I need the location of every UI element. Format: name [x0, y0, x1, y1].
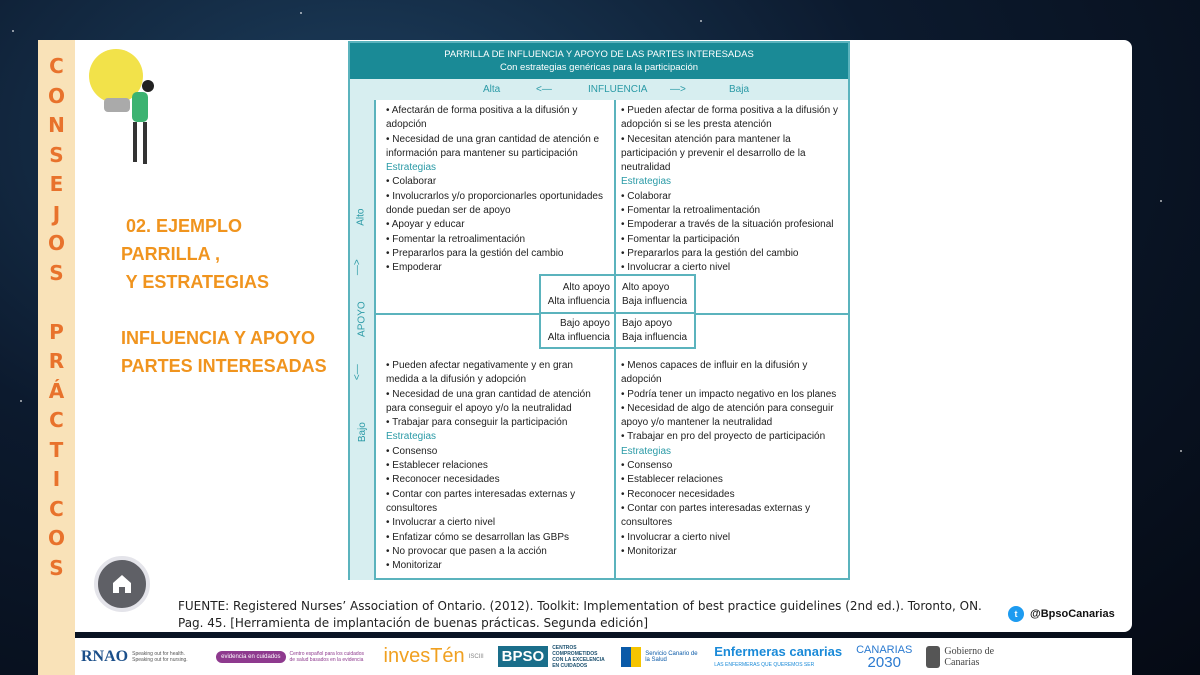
quadrant-bullet: • Menos capaces de influir en la difusión y adopción [621, 360, 808, 386]
investen-logo: invesTén ISCIII [383, 645, 484, 667]
strategies-heading: Estrategias [386, 162, 437, 174]
quadrant-low-support-high-influence [386, 359, 608, 573]
strategy-item: • Prepararlos para la gestión del cambio [386, 247, 564, 259]
strip-letter: I [52, 467, 61, 491]
axis-low: Bajo [356, 422, 368, 443]
strategy-item: • Contar con partes interesadas externas y consultores [386, 488, 576, 514]
home-button[interactable] [94, 556, 150, 612]
slide-subtitle-line: PARTES INTERESADAS [121, 356, 327, 376]
strip-letter: C [49, 54, 64, 78]
strategy-item: • Involucrar a cierto nivel [621, 262, 731, 274]
quadrant-bullet: • Afectarán de forma positiva a la difusión y adopción [386, 105, 578, 131]
strategy-item: • Prepararlos para la gestión del cambio [621, 247, 799, 259]
quadrant-bullet: • Trabajar en pro del proyecto de participación [621, 431, 826, 443]
lightbulb-person-illustration [88, 48, 163, 168]
enfermeras-canarias-logo: Enfermeras canarias LAS ENFERMERAS QUE QUEREMOS SER [714, 643, 843, 668]
quadrant-bullet: • Pueden afectar de forma positiva a la difusión y adopción si se les presta atención [621, 105, 838, 131]
quadrant-high-support-high-influence [386, 104, 608, 276]
strategy-item: • Establecer relaciones [386, 460, 488, 472]
quadrant-bullet: • Necesidad de una gran cantidad de atención para conseguir el apoyo y/o la neutralidad [386, 388, 591, 414]
strip-letter: O [47, 83, 65, 108]
arrow-up-icon: —> [351, 259, 363, 276]
strip-letter: S [49, 142, 64, 167]
slide-title-line: 02. EJEMPLO [126, 216, 243, 236]
source-citation [178, 598, 982, 632]
center-label: Bajo apoyo [559, 318, 610, 329]
strategy-item: • Enfatizar cómo se desarrollan las GBPs [386, 531, 570, 543]
twitter-handle[interactable] [1008, 606, 1115, 622]
strategy-item: • Colaborar [386, 176, 437, 188]
strategy-item: • Monitorizar [621, 545, 677, 557]
strip-letter: C [49, 408, 64, 432]
strategy-item: • Empoderar a través de la situación profesional [621, 219, 834, 231]
quadrant-bullet: • Trabajar para conseguir la participación [386, 417, 568, 429]
strip-letter: T [49, 437, 64, 462]
strategy-item: • Involucrar a cierto nivel [621, 531, 731, 543]
axis-label: INFLUENCIA [588, 84, 648, 95]
arrow-left-icon: <— [536, 84, 552, 95]
strategy-item: • Monitorizar [386, 560, 442, 572]
star [700, 20, 702, 22]
grid-title: PARRILLA DE INFLUENCIA Y APOYO DE LAS PARTES INTERESADAS [444, 49, 754, 60]
star [20, 400, 22, 402]
strategy-item: • Involucrarlos y/o proporcionarles oportunidades donde puedan ser de apoyo [386, 190, 603, 217]
evidencia-logo: evidencia en cuidados Centro español para los cuidados de salud basados en la evidencia [216, 651, 369, 663]
strip-letter: O [47, 526, 65, 550]
strip-letter: O [47, 231, 65, 255]
home-icon [111, 573, 133, 595]
slide-title-line: Y ESTRATEGIAS [121, 272, 270, 292]
center-label: Alto apoyo [622, 282, 670, 293]
strip-letter: Á [48, 378, 65, 403]
strategy-item: • Contar con partes interesadas externas y consultores [621, 502, 811, 529]
strip-letter: C [49, 496, 64, 521]
strategies-heading: Estrategias [621, 445, 672, 457]
center-legend-box [539, 274, 696, 349]
strategy-item: • Colaborar [621, 190, 672, 202]
strategy-item: • Empoderar [386, 262, 442, 274]
arrow-right-icon: —> [670, 84, 686, 95]
canarias-2030-logo: CANARIAS 2030 [856, 643, 913, 671]
vertical-title-strip [38, 40, 75, 675]
center-label: Bajo apoyo [622, 318, 673, 329]
center-label: Alto apoyo [562, 282, 610, 293]
strip-letter: S [49, 555, 64, 580]
slide-subtitle-line: INFLUENCIA Y APOYO [121, 328, 316, 348]
strategies-heading: Estrategias [621, 176, 672, 188]
strip-letter: N [48, 113, 65, 137]
star [1180, 450, 1182, 452]
quadrant-bullet: • Podría tener un impacto negativo en los planes [621, 388, 837, 400]
strategy-item: • Fomentar la participación [621, 233, 740, 245]
bpso-logo: BPSO CENTROS COMPROMETIDOS CON LA EXCELENCIA EN CUIDADOS [498, 645, 608, 669]
rnao-logo: RNAO Speaking out for health. Speaking out for nursing. [81, 647, 188, 665]
strategy-item: • Consenso [386, 445, 438, 457]
strategy-item: • Reconocer necesidades [386, 474, 500, 486]
influence-axis [350, 79, 848, 100]
axis-high: Alto [355, 208, 367, 226]
strategy-item: • No provocar que pasen a la acción [386, 545, 547, 557]
partner-logos-bar [75, 638, 1132, 675]
axis-high: Alta [483, 84, 501, 95]
strategy-item: • Fomentar la retroalimentación [386, 233, 526, 245]
slide-title-line: PARRILLA , [121, 244, 220, 264]
grid-subtitle: Con estrategias genéricas para la participación [499, 62, 699, 73]
strategy-item: • Apoyar y educar [386, 219, 465, 231]
quadrant-bullet: • Pueden afectar negativamente y en gran medida a la difusión y adopción [386, 360, 573, 386]
strip-letter: J [52, 201, 61, 226]
axis-low: Baja [729, 84, 750, 95]
strip-letter: E [49, 172, 64, 196]
strip-letter: P [49, 319, 64, 344]
strategy-item: • Establecer relaciones [621, 474, 723, 486]
source-line: Pag. 45. [Herramienta de implantación de buenas prácticas. Segunda edición] [178, 616, 649, 630]
star [12, 30, 14, 32]
strategy-item: • Consenso [621, 460, 673, 472]
strategy-item: • Reconocer necesidades [621, 488, 735, 500]
quadrant-high-support-low-influence [621, 104, 847, 276]
center-label: Baja influencia [622, 296, 688, 307]
source-line: FUENTE: Registered Nurses’ Association of Ontario. (2012). Toolkit: Implementation of best practice guidelines (2nd ed.). Toronto, ON. [178, 599, 982, 613]
twitter-label: @BpsoCanarias [1030, 608, 1115, 620]
scs-logo: Servicio Canario de la Salud [621, 647, 700, 667]
influence-support-grid [348, 41, 850, 580]
strategies-heading: Estrategias [386, 431, 437, 443]
strategy-item: • Fomentar la retroalimentación [621, 205, 761, 217]
grid-header [350, 43, 848, 79]
center-label: Alta influencia [547, 296, 610, 307]
star [1160, 200, 1162, 202]
strip-letter: R [48, 349, 65, 373]
axis-label: APOYO [356, 301, 368, 337]
star [300, 12, 302, 14]
strategy-item: • Involucrar a cierto nivel [386, 517, 496, 529]
quadrant-low-support-low-influence [621, 359, 847, 559]
quadrant-bullet: • Necesidad de algo de atención para conseguir apoyo y/o mantener la neutralidad [621, 402, 834, 429]
quadrant-bullet: • Necesitan atención para mantener la participación y prevenir el desarrollo de la neutralidad [621, 133, 806, 174]
center-label: Alta influencia [547, 332, 610, 343]
twitter-icon: t [1008, 606, 1024, 622]
support-axis [350, 100, 376, 580]
arrow-down-icon: <— [351, 364, 363, 381]
center-label: Baja influencia [622, 332, 688, 343]
strip-letter: S [49, 260, 64, 285]
quadrant-bullet: • Necesidad de una gran cantidad de atención e información para mantener su participación [386, 133, 600, 159]
gobierno-canarias-logo: Gobierno de Canarias [926, 646, 1004, 668]
